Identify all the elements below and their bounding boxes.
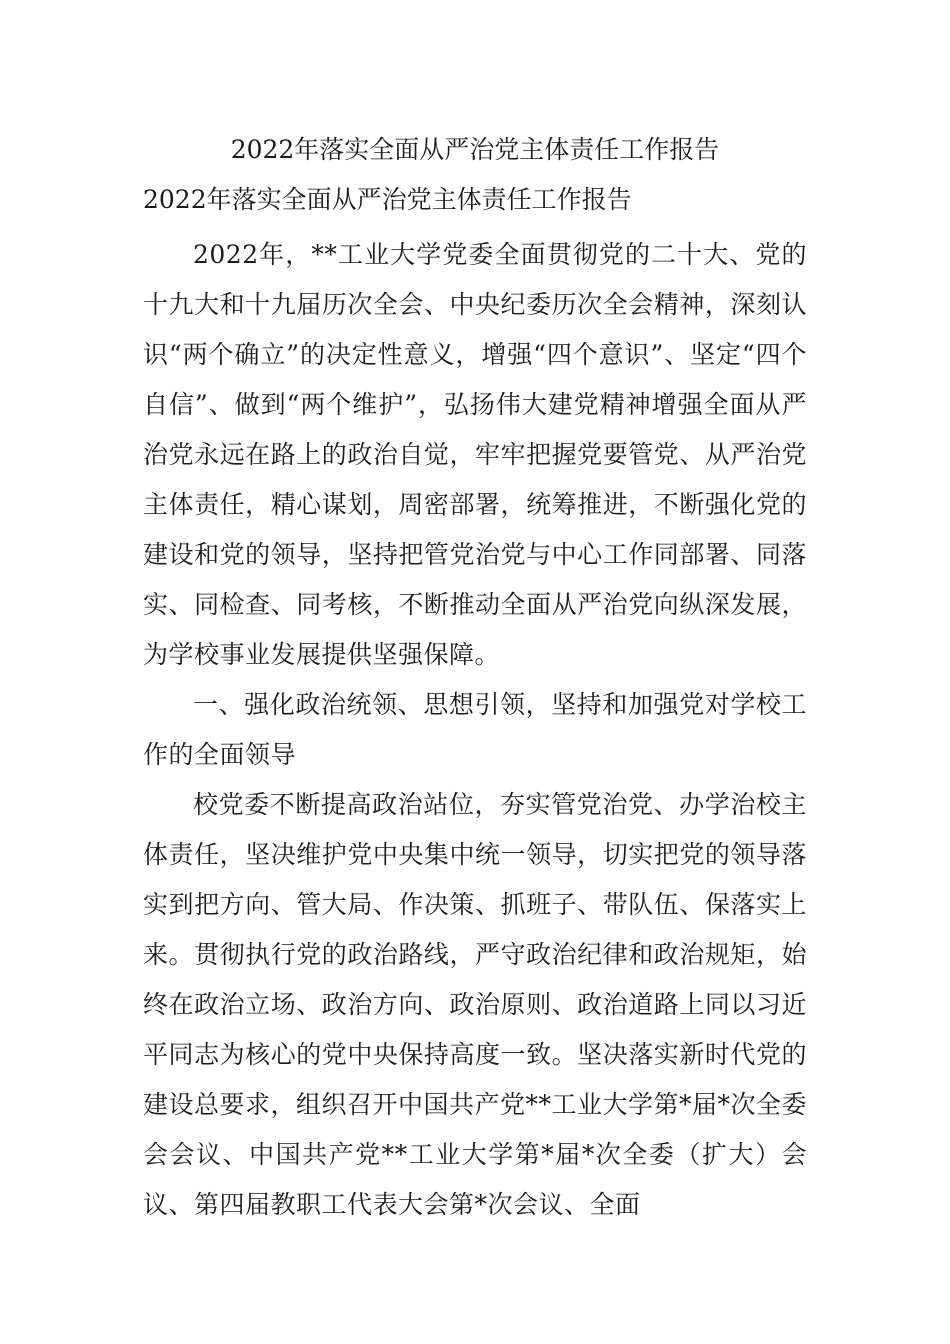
section-heading-1: 一、强化政治统领、思想引领，坚持和加强党对学校工作的全面领导	[143, 690, 807, 769]
document-subtitle: 2022年落实全面从严治党主体责任工作报告	[143, 185, 632, 214]
document-title: 2022年落实全面从严治党主体责任工作报告	[230, 135, 720, 164]
section-1-paragraph: 校党委不断提高政治站位，夯实管党治党、办学治校主体责任，坚决维护党中央集中统一领导，切实把党的领导落实到把方向、管大局、作决策、抓班子、带队伍、保落实上来。贯彻执行党的政治路线，严守政治纪律和政治规矩，始终在政治立场、政治方向、政治原则、政治道路上同以习近平同志为核心的党中央保持高度一致。坚决落实新时代党的建设总要求，组织召开中国共产党**工业大学第*届*次全委会会议、中国共产党**工业大学第*届*次全委（扩大）会议、第四届教职工代表大会第*次会议、全面	[143, 790, 808, 1219]
document-body	[143, 230, 807, 1230]
intro-paragraph: 2022年，**工业大学党委全面贯彻党的二十大、党的十九大和十九届历次全会、中央纪委历次全会精神，深刻认识“两个确立”的决定性意义，增强“四个意识”、坚定“四个自信”、做到“两个维护”，弘扬伟大建党精神增强全面从严治党永远在路上的政治自觉，牢牢把握党要管党、从严治党主体责任，精心谋划，周密部署，统筹推进，不断强化党的建设和党的领导，坚持把管党治党与中心工作同部署、同落实、同检查、同考核，不断推动全面从严治党向纵深发展，为学校事业发展提供坚强保障。	[143, 240, 807, 669]
